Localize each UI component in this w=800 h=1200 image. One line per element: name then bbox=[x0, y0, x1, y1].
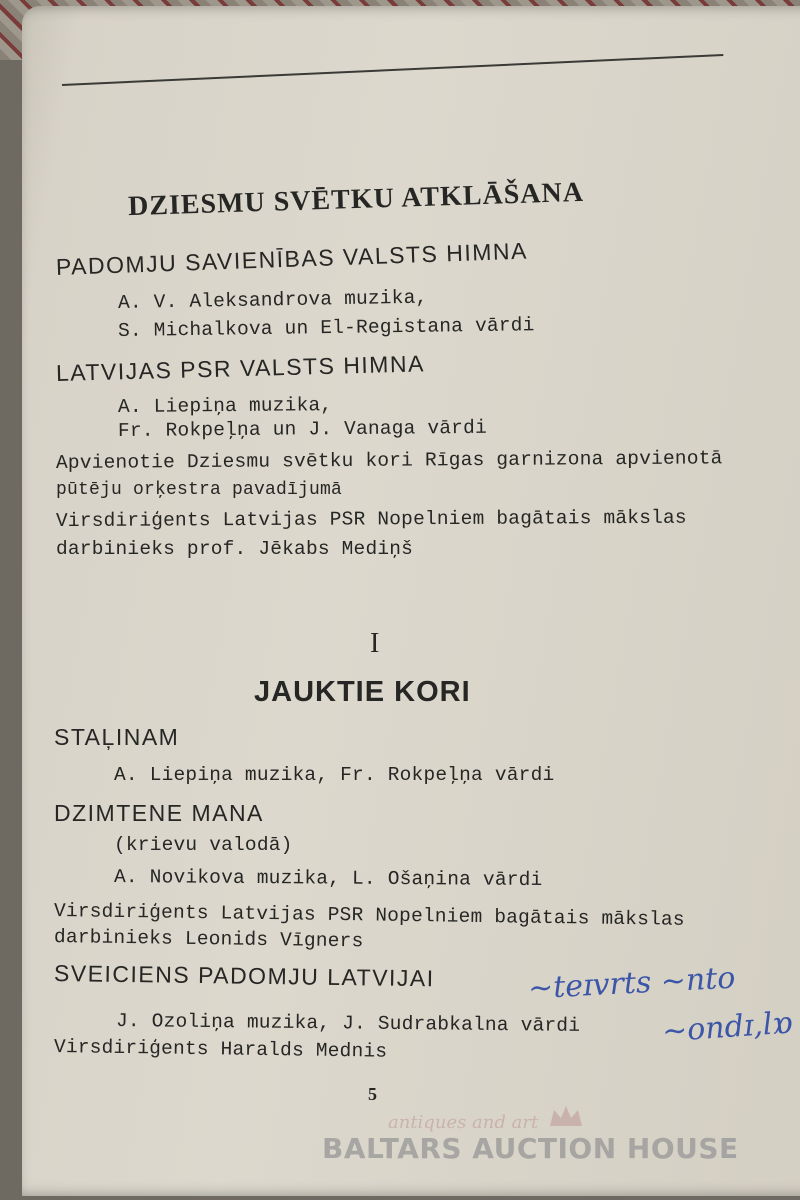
section-numeral: I bbox=[370, 628, 380, 659]
section-heading: JAUKTIE KORI bbox=[254, 676, 471, 708]
song2-title: DZIMTENE MANA bbox=[54, 800, 264, 826]
song3-title: SVEICIENS PADOMJU LATVIJAI bbox=[53, 960, 435, 992]
song1-credit: A. Liepiņa muzika, Fr. Rokpeļņa vārdi bbox=[114, 764, 555, 786]
page-number: 5 bbox=[368, 1084, 377, 1104]
watermark-tagline: antiques and art bbox=[388, 1112, 539, 1133]
song2-credit: A. Novikova muzika, L. Ošaņina vārdi bbox=[113, 866, 543, 891]
performers-line2: pūtēju orķestra pavadījumā bbox=[56, 480, 343, 500]
anthem1-title: PADOMJU SAVIENĪBAS VALSTS HIMNA bbox=[55, 237, 529, 280]
watermark-name: BALTARS AUCTION HOUSE bbox=[322, 1132, 739, 1165]
song2-conductor-line2: darbinieks Leonids Vīgners bbox=[53, 926, 364, 953]
song3-credit: J. Ozoliņa muzika, J. Sudrabkalna vārdi bbox=[115, 1010, 581, 1037]
song2-language: (krievu valodā) bbox=[114, 834, 293, 856]
performers-line1: Apvienotie Dziesmu svētku kori Rīgas garnizona apvienotā bbox=[55, 447, 723, 474]
song2-conductor-line1: Virsdiriģents Latvijas PSR Nopelniem bagātais mākslas bbox=[53, 900, 685, 931]
anthem2-words: Fr. Rokpeļņa un J. Vanaga vārdi bbox=[117, 416, 488, 442]
page-title: DZIESMU SVĒTKU ATKLĀŠANA bbox=[127, 176, 585, 223]
anthem2-music: A. Liepiņa muzika, bbox=[117, 394, 333, 418]
conductor-line2: darbinieks prof. Jēkabs Mediņš bbox=[56, 538, 414, 560]
handwritten-note-line1: ~teɪvrts ~nto bbox=[527, 960, 737, 1007]
conductor-line1: Virsdiriģents Latvijas PSR Nopelniem bagātais mākslas bbox=[55, 506, 687, 532]
handwritten-note-line2: ~ondɪ,lɒ bbox=[660, 1005, 794, 1050]
anthem1-words: S. Michalkova un El-Registana vārdi bbox=[117, 314, 535, 342]
watermark-crown-icon bbox=[548, 1104, 584, 1130]
song3-conductor: Virsdiriģents Haralds Mednis bbox=[53, 1036, 388, 1063]
song1-title: STAĻINAM bbox=[54, 724, 180, 750]
anthem1-music: A. V. Aleksandrova muzika, bbox=[117, 286, 428, 314]
anthem2-title: LATVIJAS PSR VALSTS HIMNA bbox=[55, 350, 426, 386]
